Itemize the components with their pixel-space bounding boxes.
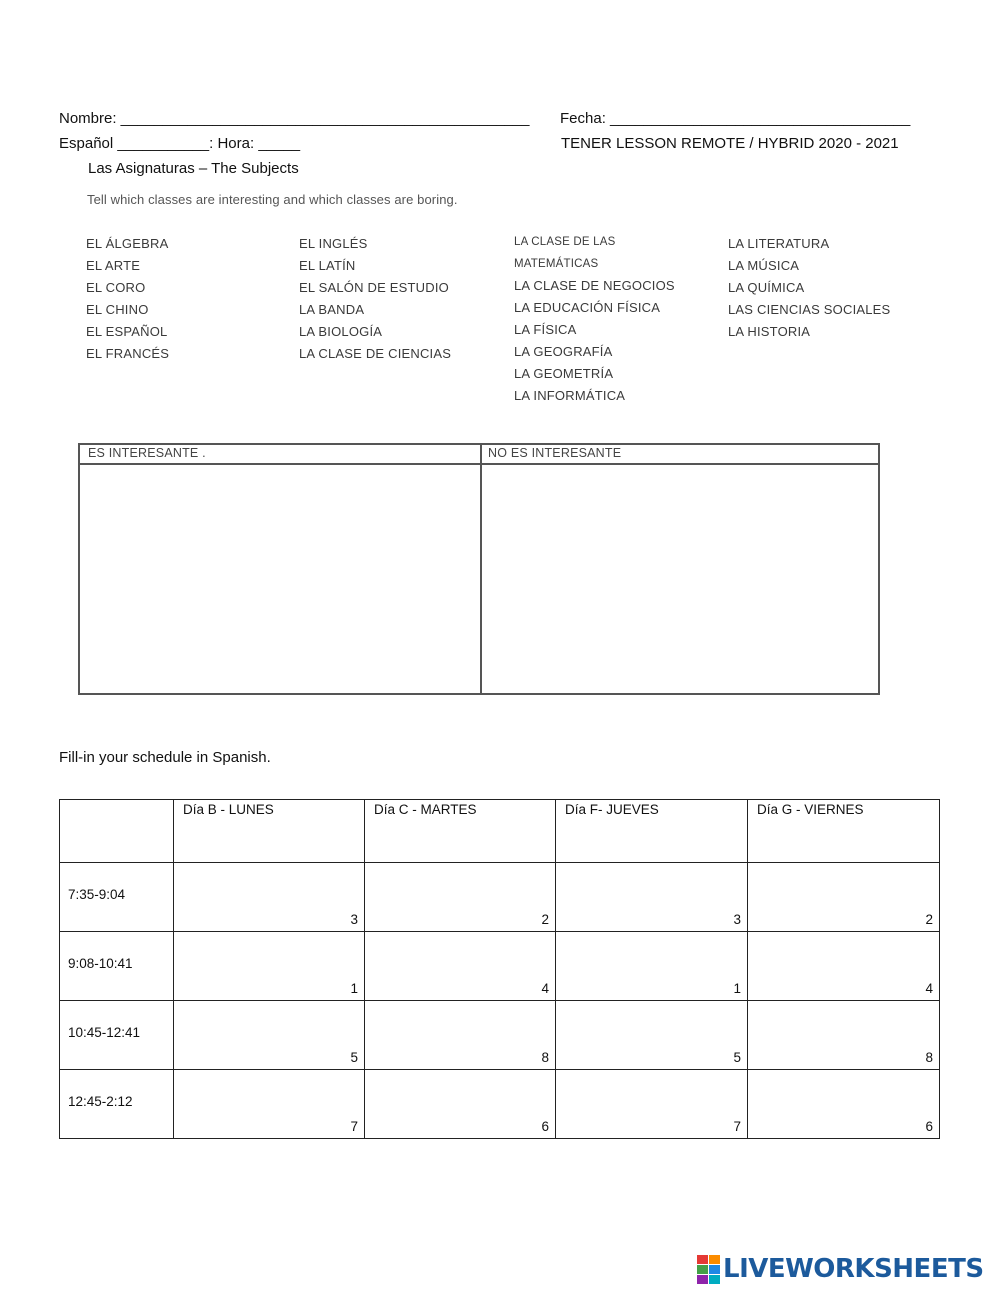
logo-square (709, 1255, 720, 1264)
lesson-title: TENER LESSON REMOTE / HYBRID 2020 - 2021 (561, 135, 899, 152)
schedule-cell[interactable] (174, 1070, 365, 1139)
schedule-cell[interactable] (174, 863, 365, 932)
subject-item: MATEMÁTICAS (514, 258, 599, 270)
schedule-cell[interactable] (556, 932, 748, 1001)
name-line: Nombre: _________________________________________________ (59, 110, 530, 127)
day-label: Día F- JUEVES (565, 802, 659, 817)
subject-item: LA CLASE DE LAS (514, 236, 616, 248)
period-number: 8 (541, 1050, 549, 1065)
class-hour-line: Español ___________: Hora: _____ (59, 135, 301, 152)
subject-item: LA HISTORIA (728, 324, 811, 339)
schedule-cell[interactable] (748, 863, 940, 932)
subject-item: EL ÁLGEBRA (86, 236, 169, 251)
period-number: 4 (541, 981, 549, 996)
schedule-row (60, 1070, 940, 1139)
subject-item: LA QUÍMICA (728, 280, 805, 295)
period-number: 2 (541, 912, 549, 927)
date-line: Fecha: ____________________________________ (560, 110, 911, 127)
period-number: 6 (541, 1119, 549, 1134)
subject-item: LA GEOGRAFÍA (514, 344, 613, 359)
logo-square (709, 1275, 720, 1284)
logo-text: LIVEWORKSHEETS (723, 1254, 984, 1284)
subject-item: LA MÚSICA (728, 258, 800, 273)
schedule-cell[interactable] (365, 1070, 556, 1139)
liveworksheets-logo (697, 1254, 984, 1284)
subject-item: LA LITERATURA (728, 236, 830, 251)
time-cell (60, 932, 174, 1001)
schedule-cell[interactable] (365, 932, 556, 1001)
period-number: 2 (925, 912, 933, 927)
period-number: 5 (733, 1050, 741, 1065)
schedule-cell[interactable] (556, 1001, 748, 1070)
subjects-column-3 (514, 231, 675, 407)
schedule-cell[interactable] (556, 1070, 748, 1139)
period-number: 8 (925, 1050, 933, 1065)
schedule-table (59, 799, 940, 1139)
subject-item: LA FÍSICA (514, 322, 577, 337)
time-cell (60, 1001, 174, 1070)
subjects-column-4 (728, 233, 890, 343)
schedule-cell[interactable] (174, 1001, 365, 1070)
period-number: 1 (733, 981, 741, 996)
logo-square (709, 1265, 720, 1274)
not-interesting-header: NO ES INTERESANTE (488, 446, 622, 460)
subject-item: EL SALÓN DE ESTUDIO (299, 280, 449, 295)
subjects-column-1 (86, 233, 169, 365)
subject-item: LA BANDA (299, 302, 365, 317)
subject-item: LA BIOLOGÍA (299, 324, 383, 339)
logo-icon (697, 1255, 720, 1284)
day-label: Día C - MARTES (374, 802, 477, 817)
day-header (556, 800, 748, 863)
schedule-corner-cell (60, 800, 174, 863)
subject-item: LA EDUCACIÓN FÍSICA (514, 300, 661, 315)
time-cell (60, 863, 174, 932)
subject-item: LA CLASE DE NEGOCIOS (514, 278, 675, 293)
logo-square (697, 1265, 708, 1274)
schedule-row (60, 932, 940, 1001)
period-number: 1 (350, 981, 358, 996)
day-header (365, 800, 556, 863)
subject-item: EL ARTE (86, 258, 141, 273)
subtitle: Las Asignaturas – The Subjects (88, 160, 299, 177)
schedule-cell[interactable] (365, 1001, 556, 1070)
subject-item: EL LATÍN (299, 258, 356, 273)
period-number: 5 (350, 1050, 358, 1065)
subject-item: LAS CIENCIAS SOCIALES (728, 302, 891, 317)
interesting-header: ES INTERESANTE . (88, 446, 206, 460)
subjects-instruction: Tell which classes are interesting and which classes are boring. (87, 192, 458, 207)
time-cell (60, 1070, 174, 1139)
subject-item: LA CLASE DE CIENCIAS (299, 346, 452, 361)
subject-item: LA INFORMÁTICA (514, 388, 626, 403)
subject-item: EL CORO (86, 280, 146, 295)
schedule-instruction: Fill-in your schedule in Spanish. (59, 749, 271, 766)
subjects-column-2 (299, 233, 451, 365)
logo-square (697, 1275, 708, 1284)
time-label: 10:45-12:41 (68, 1025, 141, 1040)
interest-table (78, 443, 880, 695)
subject-item: EL INGLÉS (299, 236, 368, 251)
subject-item: EL FRANCÉS (86, 346, 170, 361)
time-label: 7:35-9:04 (68, 887, 126, 902)
period-number: 6 (925, 1119, 933, 1134)
schedule-row (60, 863, 940, 932)
day-header (748, 800, 940, 863)
period-number: 3 (733, 912, 741, 927)
time-label: 9:08-10:41 (68, 956, 133, 971)
schedule-cell[interactable] (365, 863, 556, 932)
schedule-header-row (60, 800, 940, 863)
time-label: 12:45-2:12 (68, 1094, 133, 1109)
period-number: 7 (733, 1119, 741, 1134)
subject-item: EL CHINO (86, 302, 149, 317)
schedule-cell[interactable] (556, 863, 748, 932)
day-label: Día B - LUNES (183, 802, 274, 817)
subject-item: EL ESPAÑOL (86, 324, 168, 339)
interest-table-divider (480, 445, 482, 693)
period-number: 7 (350, 1119, 358, 1134)
logo-square (697, 1255, 708, 1264)
schedule-cell[interactable] (748, 1070, 940, 1139)
schedule-cell[interactable] (174, 932, 365, 1001)
subject-item: LA GEOMETRÍA (514, 366, 614, 381)
schedule-row (60, 1001, 940, 1070)
day-label: Día G - VIERNES (757, 802, 864, 817)
period-number: 3 (350, 912, 358, 927)
schedule-cell[interactable] (748, 1001, 940, 1070)
schedule-cell[interactable] (748, 932, 940, 1001)
day-header (174, 800, 365, 863)
period-number: 4 (925, 981, 933, 996)
